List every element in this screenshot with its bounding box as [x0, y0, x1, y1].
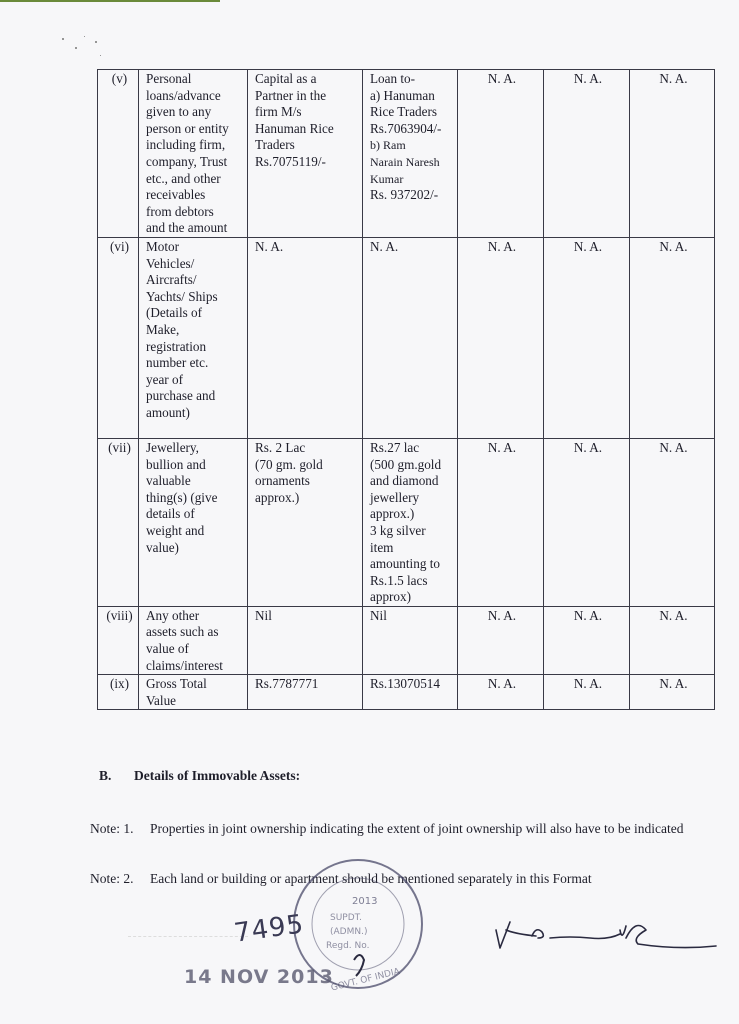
description-line: etc., and other [146, 170, 221, 186]
dependent-value-cell: N. A. [544, 675, 630, 710]
dependent-value-cell: N. A. [544, 438, 630, 606]
description-line: thing(s) (give [146, 489, 218, 505]
self-value-line: Rs. 2 Lac [255, 439, 306, 455]
scan-speck [62, 38, 64, 40]
description-line: details of [146, 506, 195, 522]
spouse-value-line: amounting to [370, 556, 440, 572]
dependent-value-cell: N. A. [544, 237, 630, 438]
spouse-value-line: Narain Naresh [370, 154, 440, 169]
spouse-value-line: Rs. 937202/- [370, 187, 439, 203]
stamp-initial-mark [354, 955, 364, 976]
self-value-line: (70 gm. gold [255, 456, 323, 472]
dependent-value-cell: N. A. [458, 237, 544, 438]
description-cell [139, 438, 248, 606]
description-line: number etc. [146, 355, 209, 371]
dependent-value-cell: N. A. [630, 438, 715, 606]
row-number-cell: (vii) [98, 438, 139, 606]
note-1-text: Properties in joint ownership indicating the extent of joint ownership will also have to be indicated [150, 821, 684, 836]
spouse-value-cell [363, 606, 458, 674]
self-value-line: approx.) [255, 489, 300, 505]
row-number-cell: (ix) [98, 675, 139, 710]
self-value-line: Traders [255, 137, 295, 153]
spouse-value-line: jewellery [370, 489, 420, 505]
description-line: Motor [146, 238, 179, 254]
spouse-value-line: 3 kg silver [370, 522, 426, 538]
description-line: Gross Total [146, 676, 207, 692]
self-value-line: Capital as a [255, 71, 317, 86]
description-line: loans/advance [146, 87, 221, 103]
description-line: claims/interest [146, 657, 223, 673]
section-b-title: Details of Immovable Assets: [134, 768, 301, 783]
section-b-number: B. [99, 768, 112, 783]
row-number-cell: (v) [98, 70, 139, 238]
section-b-heading [99, 768, 300, 784]
description-line: year of [146, 371, 183, 387]
dependent-value-cell: N. A. [630, 237, 715, 438]
description-line: receivables [146, 187, 206, 203]
description-line: purchase and [146, 388, 216, 404]
signature [492, 908, 724, 958]
scan-speck [100, 55, 101, 56]
spouse-value-line: (500 gm.gold [370, 456, 442, 472]
dependent-value-cell: N. A. [458, 675, 544, 710]
spouse-value-cell [363, 237, 458, 438]
self-value-line: Partner in the [255, 87, 327, 103]
description-line: Make, [146, 321, 180, 337]
description-line: (Details of [146, 305, 203, 321]
self-value-cell [248, 606, 363, 674]
description-cell [139, 606, 248, 674]
description-line: weight and [146, 522, 205, 538]
spouse-value-line: Nil [370, 607, 387, 623]
stamp-line-2: (ADMN.) [330, 927, 368, 937]
stamp-line-4: GOVT. OF INDIA [330, 966, 401, 994]
spouse-value-line: approx.) [370, 506, 415, 522]
table-row [98, 675, 715, 710]
movable-assets-table [97, 69, 715, 710]
self-value-line: N. A. [255, 238, 284, 254]
spouse-value-line: approx) [370, 589, 412, 605]
description-line: value) [146, 539, 179, 555]
spouse-value-cell [363, 70, 458, 238]
description-line: registration [146, 338, 207, 354]
table-row [98, 606, 715, 674]
spouse-value-cell [363, 438, 458, 606]
description-line: including firm, [146, 137, 226, 153]
dependent-value-cell: N. A. [458, 438, 544, 606]
table-row [98, 438, 715, 606]
description-line: Any other [146, 607, 200, 623]
self-value-line: firm M/s [255, 104, 302, 120]
spouse-value-line: Rs.1.5 lacs [370, 572, 428, 588]
self-value-cell [248, 438, 363, 606]
note-1 [90, 820, 710, 856]
spouse-value-line: and diamond [370, 473, 439, 489]
note-2-label: Note: 2. [90, 871, 134, 886]
table-row [98, 70, 715, 238]
description-line: Value [146, 692, 177, 708]
spouse-value-line: Rs.27 lac [370, 439, 420, 455]
self-value-cell [248, 70, 363, 238]
description-line: person or entity [146, 120, 229, 136]
description-line: Aircrafts/ [146, 272, 197, 288]
scan-edge-line [0, 0, 220, 2]
dependent-value-cell: N. A. [544, 70, 630, 238]
description-line: Yachts/ Ships [146, 288, 218, 304]
spouse-value-line: N. A. [370, 238, 399, 254]
description-line: Vehicles/ [146, 255, 195, 271]
spouse-value-line: Kumar [370, 171, 404, 186]
spouse-value-line: Rice Traders [370, 104, 438, 120]
spouse-value-line: a) Hanuman [370, 87, 435, 103]
self-value-cell [248, 237, 363, 438]
description-line: bullion and [146, 456, 206, 472]
spouse-value-cell [363, 675, 458, 710]
description-cell [139, 70, 248, 238]
self-value-cell [248, 675, 363, 710]
description-line: assets such as [146, 624, 219, 640]
description-line: given to any [146, 104, 212, 120]
description-cell [139, 237, 248, 438]
description-cell [139, 675, 248, 710]
date-stamp: 14 NOV 2013 [184, 966, 334, 988]
spouse-value-line: b) Ram [370, 138, 406, 153]
description-line: amount) [146, 404, 190, 420]
table-row [98, 237, 715, 438]
note-2-text: Each land or building or apartment should be mentioned separately in this Format [150, 871, 592, 886]
scan-speck [95, 41, 97, 43]
self-value-line: Hanuman Rice [255, 120, 334, 136]
description-line: Personal [146, 71, 192, 86]
handwritten-number: 7495 [232, 909, 306, 949]
self-value-line: Rs.7787771 [255, 676, 319, 692]
dependent-value-cell: N. A. [630, 675, 715, 710]
spouse-value-line: Rs.13070514 [370, 676, 440, 692]
row-number-cell: (viii) [98, 606, 139, 674]
description-line: from debtors [146, 203, 214, 219]
description-line: company, Trust [146, 153, 228, 169]
scan-speck [75, 47, 77, 49]
description-line: and the amount [146, 220, 228, 236]
description-line: valuable [146, 473, 191, 489]
note-1-label: Note: 1. [90, 821, 134, 836]
scan-speck [84, 36, 85, 37]
row-number-cell: (vi) [98, 237, 139, 438]
description-line: Jewellery, [146, 439, 199, 455]
dependent-value-cell: N. A. [544, 606, 630, 674]
self-value-line: Nil [255, 607, 272, 623]
spouse-value-line: item [370, 539, 394, 555]
stamp-line-3: Regd. No. [326, 941, 370, 951]
dependent-value-cell: N. A. [458, 606, 544, 674]
assets-table-body [98, 70, 715, 710]
self-value-line: ornaments [255, 473, 310, 489]
description-line: value of [146, 641, 189, 657]
spouse-value-line: Rs.7063904/- [370, 120, 442, 136]
dependent-value-cell: N. A. [630, 70, 715, 238]
stamp-year: 2013 [352, 896, 378, 907]
dependent-value-cell: N. A. [458, 70, 544, 238]
dependent-value-cell: N. A. [630, 606, 715, 674]
stamp-line-1: SUPDT. [330, 913, 362, 923]
self-value-line: Rs.7075119/- [255, 153, 326, 169]
spouse-value-line: Loan to- [370, 71, 416, 86]
